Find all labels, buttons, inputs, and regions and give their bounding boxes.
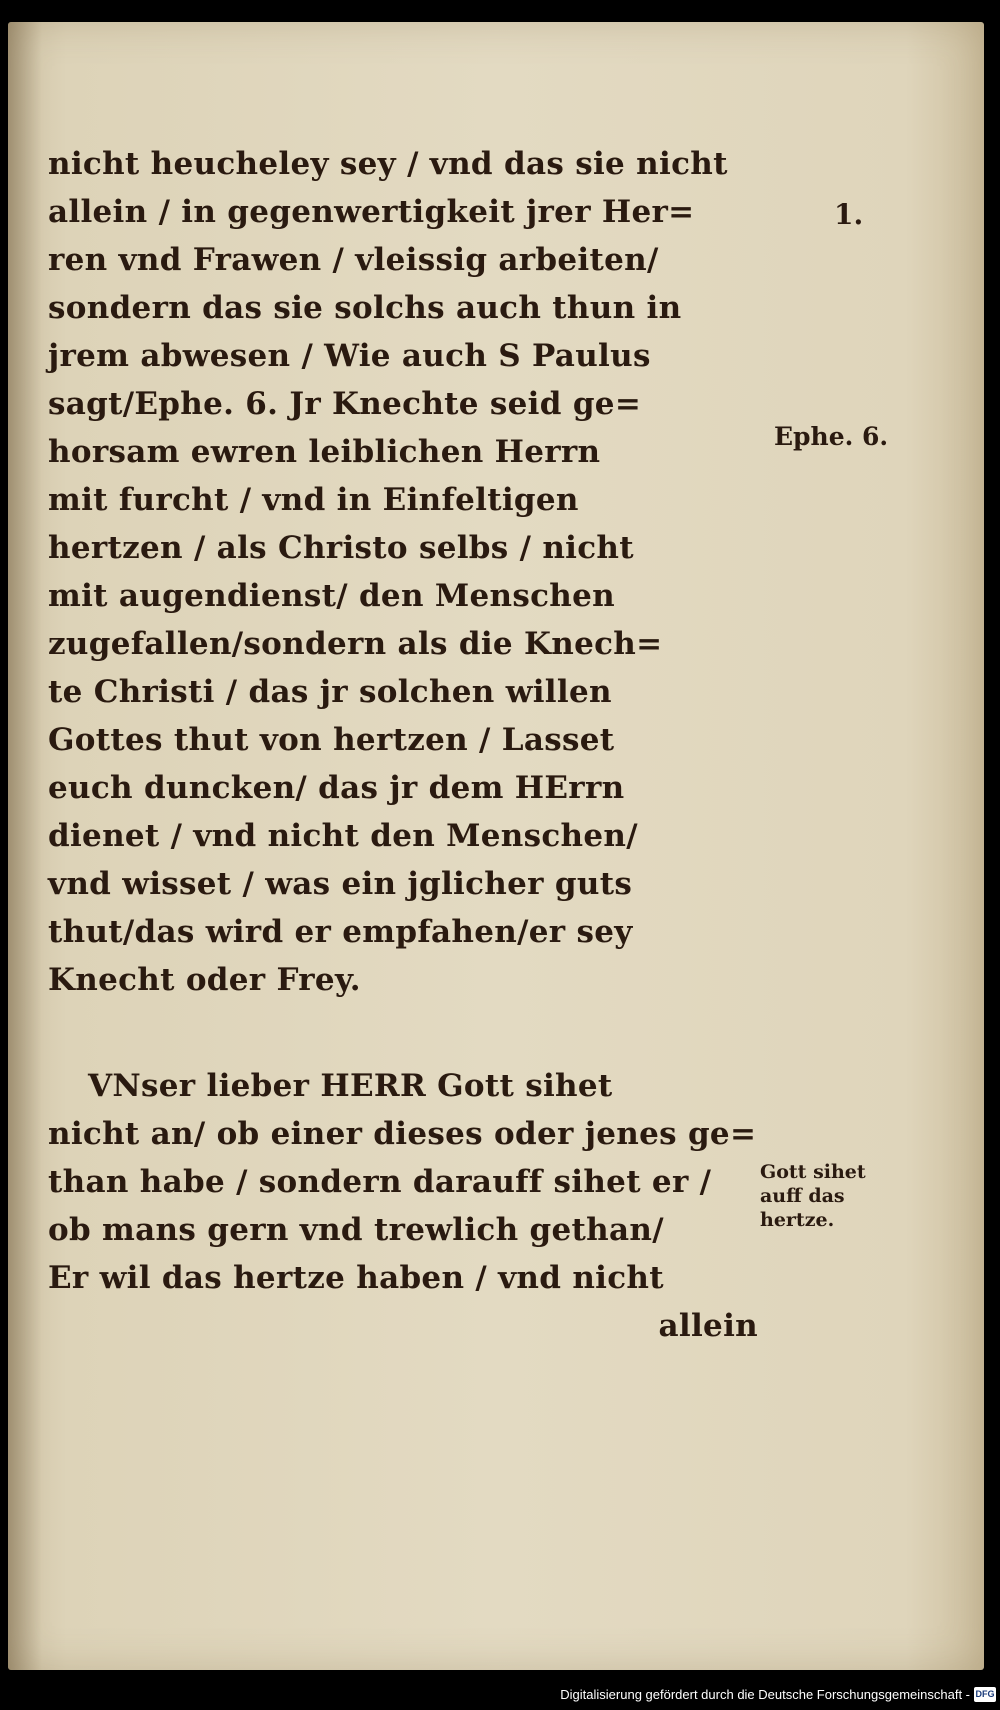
text-line: nicht heucheley sey / vnd das sie nicht xyxy=(48,146,728,182)
text-line: hertzen / als Christo selbs / nicht xyxy=(48,530,634,566)
text-line: than habe / sondern darauff sihet er / xyxy=(48,1164,712,1200)
text-line: nicht an/ ob einer dieses oder jenes ge= xyxy=(48,1116,757,1152)
text-line: ren vnd Frawen / vleissig arbeiten/ xyxy=(48,242,659,278)
text-line: Knecht oder Frey. xyxy=(48,962,361,998)
text-line: te Christi / das jr solchen willen xyxy=(48,674,612,710)
text-line: Gottes thut von hertzen / Lasset xyxy=(48,722,615,758)
spine-shadow xyxy=(8,22,42,1670)
paragraph-gap xyxy=(48,1004,768,1062)
main-text-block xyxy=(48,140,768,1350)
margin-note xyxy=(760,1160,866,1232)
book-page xyxy=(8,22,984,1670)
text-line: mit furcht / vnd in Einfeltigen xyxy=(48,482,579,518)
dfg-logo: DFG xyxy=(974,1687,996,1702)
text-line: mit augendienst/ den Menschen xyxy=(48,578,615,614)
margin-number: 1. xyxy=(834,198,864,231)
text-line: jrem abwesen / Wie auch S Paulus xyxy=(48,338,651,374)
margin-note-line: hertze. xyxy=(760,1209,835,1231)
text-line: euch duncken/ das jr dem HErrn xyxy=(48,770,625,806)
text-line: dienet / vnd nicht den Menschen/ xyxy=(48,818,638,854)
margin-note-line: Gott sihet xyxy=(760,1161,866,1183)
catchword: allein xyxy=(658,1308,758,1344)
text-line: VNser lieber HERR Gott sihet xyxy=(88,1068,613,1104)
margin-reference: Ephe. 6. xyxy=(774,422,889,451)
text-line: allein / in gegenwertigkeit jrer Her= xyxy=(48,194,695,230)
text-line: horsam ewren leiblichen Herrn xyxy=(48,434,601,470)
footer-bar xyxy=(0,1682,1000,1710)
text-line: vnd wisset / was ein jglicher guts xyxy=(48,866,633,902)
funding-credit: Digitalisierung gefördert durch die Deutsche Forschungsgemeinschaft - xyxy=(560,1687,970,1702)
text-line: zugefallen/sondern als die Knech= xyxy=(48,626,663,662)
text-line: sondern das sie solchs auch thun in xyxy=(48,290,682,326)
text-line: ob mans gern vnd trewlich gethan/ xyxy=(48,1212,664,1248)
margin-note-line: auff das xyxy=(760,1185,845,1207)
text-line: thut/das wird er empfahen/er sey xyxy=(48,914,633,950)
text-line: sagt/Ephe. 6. Jr Knechte seid ge= xyxy=(48,386,642,422)
text-line: Er wil das hertze haben / vnd nicht xyxy=(48,1260,664,1296)
